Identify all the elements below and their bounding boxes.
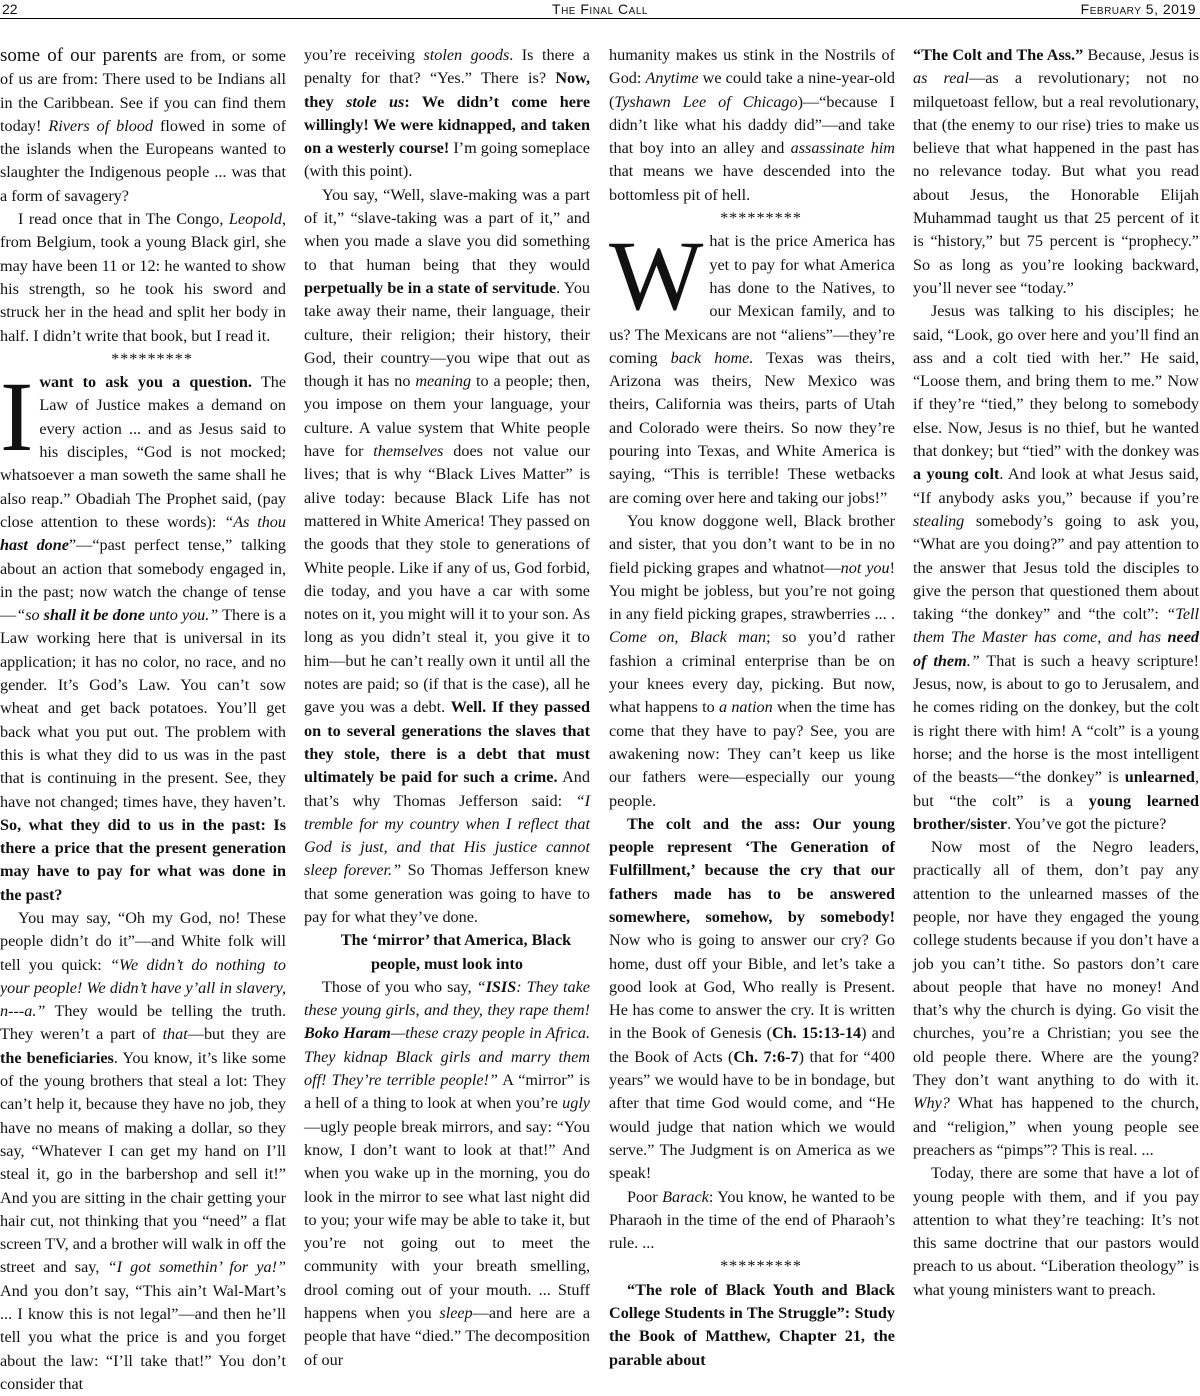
italic-text: “We didn’t do nothing to your people! We didn’t have y’all in slavery, n---a.” — [0, 955, 286, 1021]
italic-text: .” — [966, 651, 980, 670]
text-run: you’re receiving — [304, 46, 424, 64]
italic-text: that — [162, 1025, 188, 1044]
italic-text: assassinate him — [790, 139, 895, 158]
text-run: Because, Jesus is — [1083, 46, 1199, 64]
text-run: That is such a heavy scripture! Jesus, now, is about to go to Jerusalem, and he comes riding on the donkey, but the colt is right there with him! A “colt” is a young horse; and the horse is the most intelligent of the beasts—“the donkey” is — [913, 651, 1199, 787]
paragraph — [609, 1186, 895, 1256]
text-run: Poor — [627, 1187, 663, 1206]
text-run: flowed in some of the islands when the Europeans wanted to slaughter the Indigenous people ... was that a form of savagery? — [0, 116, 287, 205]
text-run: . You know, it’s like some of the young brothers that steal a lot: They can’t help it, because they have no job, they have no means of making a dollar, so they say, “Whatever I can get my hand on I’ll steal it, go in the barbershop and sell it!” And you are sitting in the chair getting your hair cut, not thinking that you “need” a flat screen TV, and a brother will walk in off the street and say, — [0, 1048, 286, 1277]
text-run: The Law of Justice makes a demand on every action ... and as Jesus said to his disciples, “God is not mocked; whatsoever a man soweth the same shall he also reap.” Obadiah The Prophet said, (pay close attention to these words): — [0, 373, 286, 531]
text-run: ! You might be jobless, but you’re not going in any field picking grapes, strawberries ... . — [609, 558, 895, 624]
text-run: ”—“past perfect tense,” talking about an action that somebody engaged in, in the past; now watch the change of tense— — [0, 536, 286, 625]
paragraph — [609, 44, 895, 207]
page-header — [0, 0, 1200, 19]
bold-text: So, what they did to us in the past: Is there a price that the present generation may have to pay for what was done in the past? — [0, 815, 286, 904]
text-run: . And look at what Jesus said, “If anybody asks you,” because if you’re — [913, 465, 1199, 507]
italic-text: “so — [16, 606, 44, 625]
paragraph — [913, 836, 1199, 1162]
paragraph — [913, 300, 1199, 836]
bold-italic-text: Boko Haram — [304, 1024, 391, 1043]
text-run: They would be telling the truth. They weren’t a part of — [0, 1002, 286, 1044]
italic-text: stolen goods — [423, 46, 510, 64]
text-run: somebody’s going to ask you, “What are you doing?” and pay attention to the answer that Jesus told the disciples to give the person that questioned them about taking “the donkey” and “the colt”: — [913, 511, 1199, 624]
bold-text: Now, they — [304, 69, 590, 111]
text-run: , from Belgium, took a young Black girl, she may have been 11 or 12: he wanted to show his strength, so he took his sword and struck her in the head and split her body in half. I didn’t write that book, but I read it. — [0, 210, 286, 345]
italic-text: —these crazy people in Africa. They kidnap Black girls and marry them off! They’re terrible people!” — [304, 1024, 591, 1090]
italic-text: themselves — [373, 442, 444, 461]
section-divider: ********* — [111, 349, 193, 368]
bold-italic-text: stole us — [346, 92, 405, 111]
bold-text: Ch. 15:13-14 — [771, 1024, 862, 1043]
text-run: Now who is going to answer our cry? Go home, dust off your Bible, and let’s take a good look at God, Who really is Present. He has come to answer the cry. It is written in the Book of Genesis ( — [609, 931, 895, 1043]
text-run: What has happened to the church, and “religion,” when young people see preachers as “pimps”? This is real. ... — [913, 1094, 1199, 1159]
italic-text: meaning — [415, 372, 472, 391]
bold-text: unlearned — [1124, 768, 1195, 787]
italic-text: unto you.” — [144, 606, 219, 625]
text-run: You may say, “Oh my God, no! These people didn’t do it”—and White folk will tell you quick: — [0, 908, 286, 974]
italic-text: Leopold — [228, 210, 282, 229]
bold-text: young learned brother/sister — [913, 791, 1199, 833]
publication-title: The Final Call — [552, 1, 648, 17]
article-column-1 — [0, 44, 287, 1393]
text-run: . Is there a penalty for that? “Yes.” There is? — [304, 46, 590, 88]
paragraph — [609, 220, 895, 510]
text-run: : You know, he wanted to be Pharaoh in the time of the end of Pharaoh’s rule. ... — [609, 1187, 895, 1253]
paragraph — [0, 361, 286, 907]
italic-text: as real — [913, 69, 970, 88]
italic-text: a nation — [718, 698, 773, 717]
paragraph — [0, 208, 286, 348]
text-run: hat is the price America has yet to pay for what America has done to the Natives, to our Mexican family, and to us? The Mexicans are not “aliens”—they’re coming — [609, 232, 895, 367]
paragraph — [304, 44, 590, 184]
paragraph — [304, 976, 590, 1372]
bold-text: “The Colt and The Ass.” — [913, 46, 1084, 64]
bold-text: Ch. 7:6-7 — [733, 1047, 799, 1066]
bold-text: The colt and the ass: Our young people represent ‘The Generation of Fulfillment,’ because the cry that our fathers made has to be answered somewhere, somehow, by somebody! — [609, 814, 895, 926]
italic-text: stealing — [913, 511, 965, 530]
bold-text: want to ask you a question. — [39, 373, 252, 392]
paragraph — [913, 44, 1199, 300]
text-run: Texas was theirs, Arizona was theirs, New Mexico was theirs, California was theirs, parts of Utah and Colorado were theirs. So now they’re pouring into Texas, and White America is saying, “This is terrible! These wetbacks are coming over here and taking our jobs!” — [609, 348, 895, 507]
text-run: , but “the colt” is a — [913, 768, 1199, 810]
drop-cap: I — [0, 361, 34, 473]
italic-text: Anytime — [645, 69, 699, 88]
text-run: And that’s why Thomas Jefferson said: — [304, 768, 590, 810]
text-run: —ugly people break mirrors, and say: “You know, I don’t want to look at that!” And when you wake up in the morning, you do look in the mirror to see what last night did to you; your wife may be able to take it, but you’re not going out to meet the community with your breath smelling, drool coming out of your mouth. ... Stuff happens when you — [304, 1117, 590, 1323]
paragraph — [609, 510, 895, 813]
paragraph — [0, 44, 286, 208]
text-run: are from, or some of us are from: There used to be Indians all in the Caribbean. See if you can find them today! — [0, 47, 286, 135]
text-run: . You take away their name, their language, their culture, their religion; their history, their God, their country—you wipe that out as though it has no — [304, 278, 591, 391]
section-divider: ********* — [720, 1257, 802, 1276]
italic-text: “ — [476, 977, 486, 996]
text-run: ; so you’d rather fashion a criminal enterprise than be on your knees every day, picking. But now, what happens to — [609, 628, 895, 717]
drop-cap: W — [609, 220, 704, 332]
bold-text: “The role of Black Youth and Black College Students in The Struggle”: Study the Book of Matthew, Chapter 21, the parable about — [609, 1280, 895, 1369]
text-run: I read once that in The Congo, — [18, 210, 229, 229]
section-divider: ********* — [720, 209, 802, 228]
text-run: to a people; then, you impose on them your language, your culture. A value system that White people have for — [304, 372, 590, 461]
text-run: There is a Law working here that is universal in its application; it has no color, no race, and no gender. It’s God’s Law. You can’t sow wheat and get back potatoes. You’ll get back what you put out. The problem with this is what they did to us was in the past that is continuing in the present. See, they have not changed; times have, they haven’t. — [0, 606, 286, 811]
text-run: Now most of the Negro leaders, practically all of them, don’t pay any attention to the unlearned masses of the people, nor have they engaged the young college students because if you don’t have a job you can’t tithe. So pastors don’t care about people that have no money! And that’s why the church is dying. Go visit the churches, you’re a Christian; you see the old people there. Where are the young? They don’t want anything to do with it. — [913, 838, 1199, 1090]
section-subhead: The ‘mirror’ that America, Black people, must look into — [340, 931, 572, 973]
italic-text: sleep — [439, 1304, 473, 1323]
italic-text: “Tell them The Master has come, and has — [913, 605, 1199, 647]
italic-text: “As thou — [224, 512, 286, 531]
italic-text: not you — [840, 558, 890, 577]
text-run: —as a revolutionary; not no milquetoast fellow, but a real revolutionary, that (the enemy to our rise) tries to make us believe that what happened in the past has no relevance today. But what you read about Jesus, the Honorable Elijah Muhammad taught us that 25 percent of it is “history,” but 75 percent is “prophecy.” So as long as you’re looking backward, you’ll never see “today.” — [913, 69, 1199, 297]
text-run: You say, “Well, slave-making was a part of it,” “slave-taking was a part of it,” and when you made a slave you did something to that human being that they would — [304, 185, 590, 274]
text-run: A “mirror” is a hell of a thing to look at when you’re — [304, 1071, 590, 1113]
text-run: ) and the Book of Acts ( — [609, 1024, 895, 1066]
text-run: Today, there are some that have a lot of young people with them, and if you pay attention to what they’re teaching: It’s not this same doctrine that our pastors would preach to us about. “Liberation theology” is what young ministers want to preach. — [913, 1164, 1199, 1299]
italic-text: “I tremble for my country when I reflect that God is just, and that His justice cannot sleep forever.” — [304, 791, 590, 880]
italic-text: Rivers of blood — [48, 116, 154, 135]
italic-text: “I got somethin’ for ya!” — [107, 1258, 286, 1277]
italic-text: Barack — [662, 1187, 709, 1206]
article-column-2 — [304, 44, 591, 1369]
bold-italic-text: hast done — [0, 536, 69, 555]
italic-text: Why? — [913, 1094, 950, 1113]
paragraph — [913, 1162, 1199, 1302]
lead-in-text: some of our parents — [0, 45, 158, 66]
article-column-3 — [609, 44, 896, 1369]
paragraph — [609, 1279, 895, 1372]
text-run: And you don’t say, “This ain’t Wal-Mart’s ... I know this is not legal”—and then he’ll tell you what the price is and you forget about the law: “I’ll take that!” You don’t consider that — [0, 1281, 286, 1393]
text-run: when the time has come that they have to pay? See, you are awakening now: They can’t keep us like our fathers were—especially our young people. — [609, 698, 896, 810]
bold-text: Well. If they passed on to several generations the slaves that they stole, there is a debt that must ultimately be paid for such a crime. — [304, 698, 590, 787]
bold-italic-text: shall it be done — [43, 606, 145, 625]
italic-text: ugly — [562, 1094, 590, 1113]
text-run: —and here are a people that have “died.” The decomposition of our — [304, 1304, 591, 1369]
bold-italic-text: need of them — [913, 628, 1199, 670]
text-run: Jesus was talking to his disciples; he said, “Look, go over here and you’ll find an ass and a colt tied with her.” He said, “Loose them, and bring them to me.” Now if they’re “tied,” they belong to somebody else. Now, Jesus is no thief, but he wanted that donkey; but “tied” with the donkey was — [913, 302, 1199, 461]
paragraph — [0, 907, 286, 1396]
bold-text: perpetually be in a state of servitude — [304, 278, 557, 297]
text-run: we could take a nine-year-old ( — [609, 69, 895, 111]
text-run: I’m going someplace (with this point). — [304, 139, 590, 181]
page-number: 22 — [2, 1, 18, 17]
italic-text: Come on, Black man — [609, 628, 767, 647]
bold-text: a young colt — [913, 465, 1000, 484]
text-run: —but they are — [187, 1025, 286, 1044]
text-run: does not value our lives; that is why “Black Lives Matter” is alive today: because Black Life has not mattered in White America! They passed on the goods that they stole to generations of White people. Like if any of us, God forbid, die today, and you have a car with some notes on it, you might will it to your son. As long as you didn’t steal it, you give it to him—but he can’t really own it until all the notes are paid; so (if that is the case), all he gave you was a debt. — [304, 442, 590, 717]
text-run: that means we have descended into the bottomless pit of hell. — [609, 162, 895, 204]
bold-text: the beneficiaries — [0, 1048, 114, 1067]
text-run: humanity makes us stink in the Nostrils of God: — [609, 46, 895, 88]
text-run: . You’ve got the picture? — [1007, 814, 1167, 833]
bold-text: : We didn’t come here willingly! We were kidnapped, and taken on a westerly course! — [304, 92, 591, 158]
issue-date: February 5, 2019 — [1080, 1, 1196, 17]
italic-text: back home. — [670, 348, 754, 367]
paragraph — [609, 813, 895, 1186]
bold-italic-text: ISIS — [485, 977, 517, 996]
text-run: So Thomas Jefferson knew that some generation was going to have to pay for what they’ve done. — [304, 861, 590, 926]
paragraph — [304, 184, 590, 930]
italic-text: : They take these young girls, and they, they rape them! — [304, 977, 590, 1020]
article-column-4 — [913, 44, 1199, 1299]
text-run: ) that for “400 years” we would have to be in bondage, but after that time God would come, and “He would judge that nation which we would serve.” The Judgment is on America as we speak! — [609, 1047, 895, 1183]
text-run: )—“because I didn’t like what his daddy did”—and take that boy into an alley and — [609, 92, 895, 158]
text-run: Those of you who say, — [322, 977, 477, 996]
italic-text: Tyshawn Lee of Chicago — [614, 92, 798, 111]
text-run: You know doggone well, Black brother and sister, that you don’t want to be in no field picking grapes and whatnot— — [609, 511, 895, 577]
